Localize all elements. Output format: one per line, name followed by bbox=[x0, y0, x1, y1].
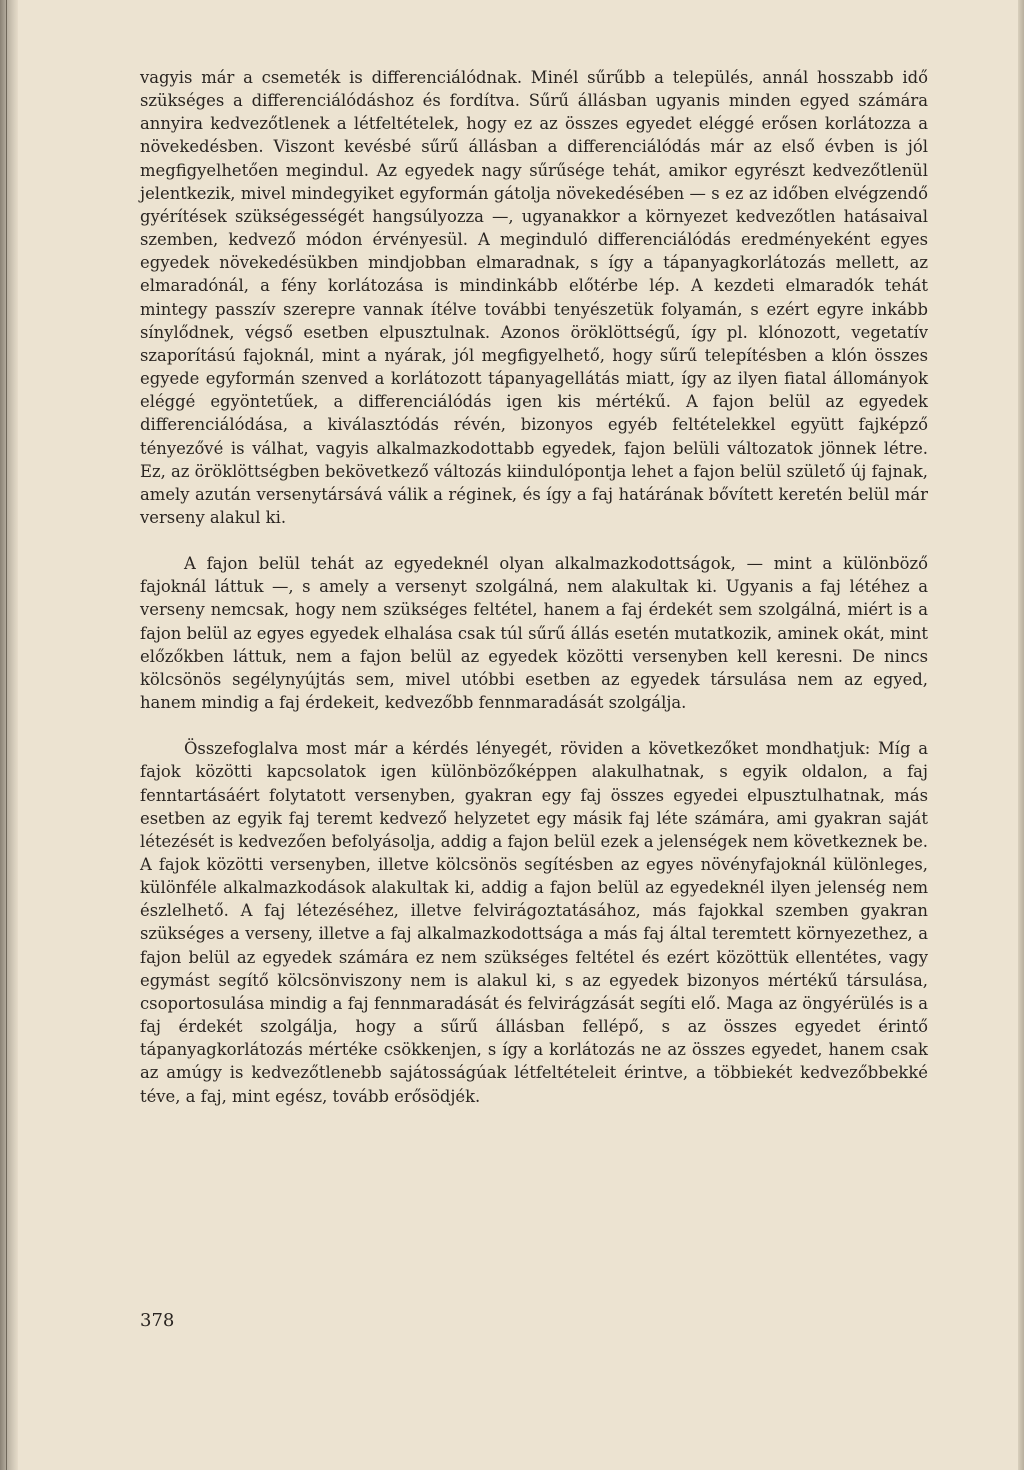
spine-line bbox=[6, 0, 7, 1470]
page-edge bbox=[1018, 0, 1024, 1470]
paragraph-2: A fajon belül tehát az egyedeknél olyan alkalmazkodottságok, — mint a különböző fajoknál láttuk —, s amely a versenyt szolgálná, nem alakultak ki. Ugyanis a faj létéhez a verseny nemcsak, hogy nem szükséges feltétel, hanem a faj érdekét sem szolgálná, miért is a fajon belül az egyes egyedek elhalása csak túl sűrű állás esetén mutatkozik, aminek okát, mint előzőkben láttuk, nem a fajon belül az egyedek közötti versenyben kell keresni. De nincs kölcsönös segélynyújtás sem, mivel utóbbi esetben az egyedek társulása nem az egyed, hanem mindig a faj érdekeit, kedvezőbb fennmaradását szolgálja. bbox=[140, 554, 928, 713]
book-spine-shadow bbox=[0, 0, 18, 1470]
paragraph-1: vagyis már a csemeték is differenciálódnak. Minél sűrűbb a település, annál hosszabb idő szükséges a differenciálódáshoz és fordítva. Sűrű állásban ugyanis minden egyed számára annyira kedvezőtlenek a létfeltételek, hogy ez az összes egyedet eléggé erősen korlátozza a növekedésben. Viszont kevésbé sűrű állásban a differenciálódás már az első évben is jól megfigyelhetően megindul. Az egyedek nagy sűrűsége tehát, amikor egyrészt kedvezőtlenül jelentkezik, mivel mindegyiket egyformán gátolja növekedésében — s ez az időben elvégzendő gyérítések szükségességét hangsúlyozza —, ugyanakkor a környezet kedvezőtlen hatásaival szemben, kedvező módon érvényesül. A meginduló differenciálódás eredményeként egyes egyedek növekedésükben mindjobban elmaradnak, s így a tápanyagkorlátozás mellett, az elmaradónál, a fény korlátozása is mindinkább előtérbe lép. A kezdeti elmaradók tehát mintegy passzív szerepre vannak ítélve további tenyészetük folyamán, s ezért egyre inkább sínylődnek, végső esetben elpusztulnak. Azonos öröklöttségű, így pl. klónozott, vegetatív szaporítású fajoknál, mint a nyárak, jól megfigyelhető, hogy sűrű telepítésben a klón összes egyede egyformán szenved a korlátozott tápanyagellátás miatt, így az ilyen fiatal állományok eléggé egyöntetűek, a differenciálódás igen kis mértékű. A fajon belül az egyedek differenciálódása, a kiválasztódás révén, bizonyos egyéb feltételekkel együtt fajképző tényezővé is válhat, vagyis alkalmazkodottabb egyedek, fajon belüli változatok jönnek létre. Ez, az öröklöttségben bekövetkező változás kiindulópontja lehet a fajon belül születő új fajnak, amely azután versenytársává válik a réginek, és így a faj határának bővített keretén belül már verseny alakul ki. bbox=[140, 68, 928, 527]
page-number: 378 bbox=[140, 1310, 175, 1331]
page-body bbox=[140, 66, 928, 1131]
paragraph-3: Összefoglalva most már a kérdés lényegét, röviden a következőket mondhatjuk: Míg a fajok közötti kapcsolatok igen különbözőképpen alakulhatnak, s egyik oldalon, a faj fenntartásáért folytatott versenyben, gyakran egy faj összes egyedei elpusztulhatnak, más esetben az egyik faj teremt kedvező helyzetet egy másik faj léte számára, ami gyakran saját létezését is kedvezően befolyásolja, addig a fajon belül ezek a jelenségek nem következnek be. A fajok közötti versenyben, illetve kölcsönös segítésben az egyes növényfajoknál különleges, különféle alkalmazkodások alakultak ki, addig a fajon belül az egyedeknél ilyen jelenség nem észlelhető. A faj létezéséhez, illetve felvirágoztatásához, más fajokkal szemben gyakran szükséges a verseny, illetve a faj alkalmazkodottsága a más faj által teremtett környezethez, a fajon belül az egyedek számára ez nem szükséges feltétel és ezért közöttük ellentétes, vagy egymást segítő kölcsönviszony nem is alakul ki, s az egyedek bizonyos mértékű társulása, csoportosulása mindig a faj fennmaradását és felvirágzását segíti elő. Maga az öngyérülés is a faj érdekét szolgálja, hogy a sűrű állásban fellépő, s az összes egyedet érintő tápanyagkorlátozás mértéke csökkenjen, s így a korlátozás ne az összes egyedet, hanem csak az amúgy is kedvezőtlenebb sajátosságúak létfeltételeit érintve, a többiekét kedvezőbbekké téve, a faj, mint egész, tovább erősödjék. bbox=[140, 739, 928, 1106]
